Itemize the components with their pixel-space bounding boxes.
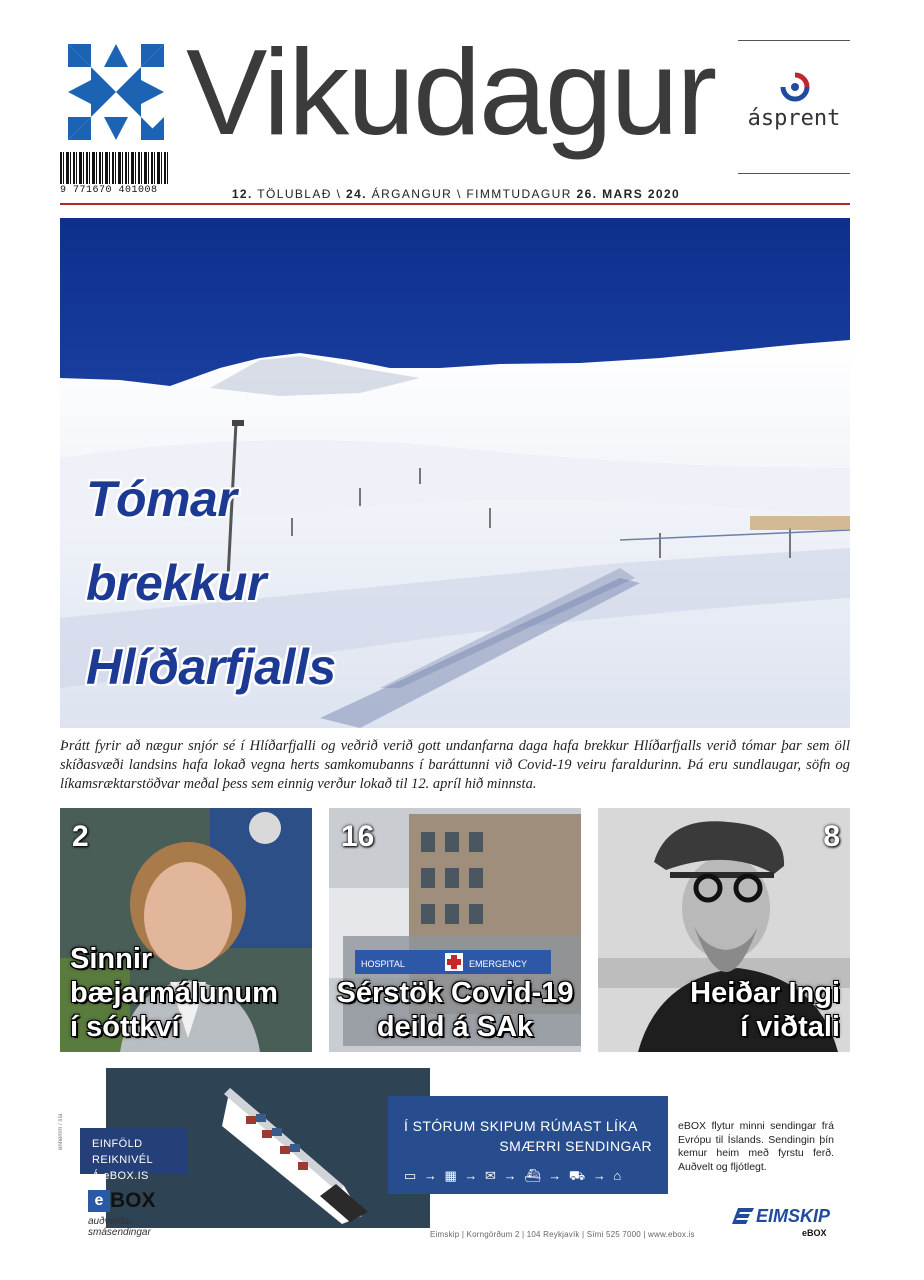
teaser-headline-line: Sérstök Covid-19 [336,977,574,1009]
sign-emergency: EMERGENCY [469,959,528,969]
teaser-card[interactable] [329,808,581,1052]
ebox-logo[interactable] [84,1189,194,1238]
divider [738,173,850,174]
teaser-headline-line: bæjarmálunum [70,977,278,1009]
masthead-divider [60,203,850,205]
ebox-badge-icon: e [88,1190,110,1212]
eimskip-sub: eBOX [802,1228,827,1238]
page-number: 16 [341,820,375,853]
teaser-headline [335,976,575,1044]
newspaper-title: Vikudagur [186,24,716,160]
ad-calculator-line: Á eBOX.IS [92,1170,149,1182]
teaser-headline [70,942,278,1044]
hero-headline[interactable] [86,457,446,709]
ad-banner-line2: SMÆRRI SENDINGAR [499,1138,652,1154]
issue-info [186,187,726,201]
ad-footer: Eimskip | Korngörðum 2 | 104 Reykjavík | Sími 525 7000 | www.ebox.is [430,1230,695,1239]
ad-banner-line1: Í STÓRUM SKIPUM RÚMAST LÍKA [404,1118,638,1134]
barcode-bars [60,152,168,184]
teaser-card[interactable] [598,808,850,1052]
newspaper-star-logo [66,42,166,142]
ebox-wordmark: BOX [110,1189,156,1212]
ad-agency-tag: ennemm / sía [58,1113,64,1150]
asprent-mark-icon [780,72,810,102]
ebox-tagline: auðveldar smásendingar [88,1216,151,1238]
teaser-headline-line: Heiðar Ingi [690,977,840,1009]
ad-process-icons: ▭ → ▦ → ✉ → ⛴ → ⛟ → ⌂ [404,1168,624,1183]
hero-headline-line: brekkur [86,555,266,611]
eimskip-wordmark: EIMSKIP [756,1206,831,1226]
teaser-headline-line: í viðtali [740,1011,840,1043]
sign-hospital: HOSPITAL [361,959,405,969]
barcode-number: 9 771670 401008 [60,185,158,196]
page-number: 8 [823,820,840,853]
hero-headline-line: Tómar [86,471,237,527]
issue-date: 26. MARS 2020 [576,187,681,201]
eimskip-logo[interactable] [732,1206,842,1246]
divider [738,40,850,41]
volume-number: 24. [346,187,367,201]
teaser-headline-line: deild á SAk [376,1011,534,1043]
barcode [60,152,168,196]
teaser-headline [690,976,840,1044]
ad-calculator-line: EINFÖLD REIKNIVÉL [92,1138,154,1166]
teaser-headline-line: í sóttkví [70,1011,180,1043]
ad-body-text: eBOX flytur minni sendingar frá Evrópu til Íslands. Sendingin þín kemur heim með fyrstu ferð. Auðvelt og fljótlegt. [678,1120,834,1173]
volume-label: ÁRGANGUR \ FIMMTUDAGUR [371,187,572,201]
ad-blue-banner[interactable] [388,1096,668,1194]
teaser-headline-line: Sinnir [70,943,153,975]
issue-number: 12. [231,187,253,201]
teaser-card[interactable] [60,808,312,1052]
page-number: 2 [72,820,89,853]
sponsor-name: ásprent [747,106,841,131]
sponsor-logo [738,40,850,174]
ad-calculator-box[interactable] [80,1128,188,1182]
issue-label: TÖLUBLAÐ \ [257,187,342,201]
hero-headline-line: Hlíðarfjalls [86,639,336,695]
hero-caption: Þrátt fyrir að nægur snjór sé í Hlíðarfjalli og veðrið verið gott undanfarna daga hafa brekkur Hlíðarfjalls verið tómar þar sem öll skíðasvæði landsins hafa lokað vegna herts samkomubanns í baráttunni við Covid-19 veiru faraldurinn. Þá eru sundlaugar, söfn og líkamsræktarstöðvar meðal þess sem einnig verður lokað til 12. apríl hið minnsta. [60,738,850,792]
eimskip-mark-icon [732,1206,754,1226]
